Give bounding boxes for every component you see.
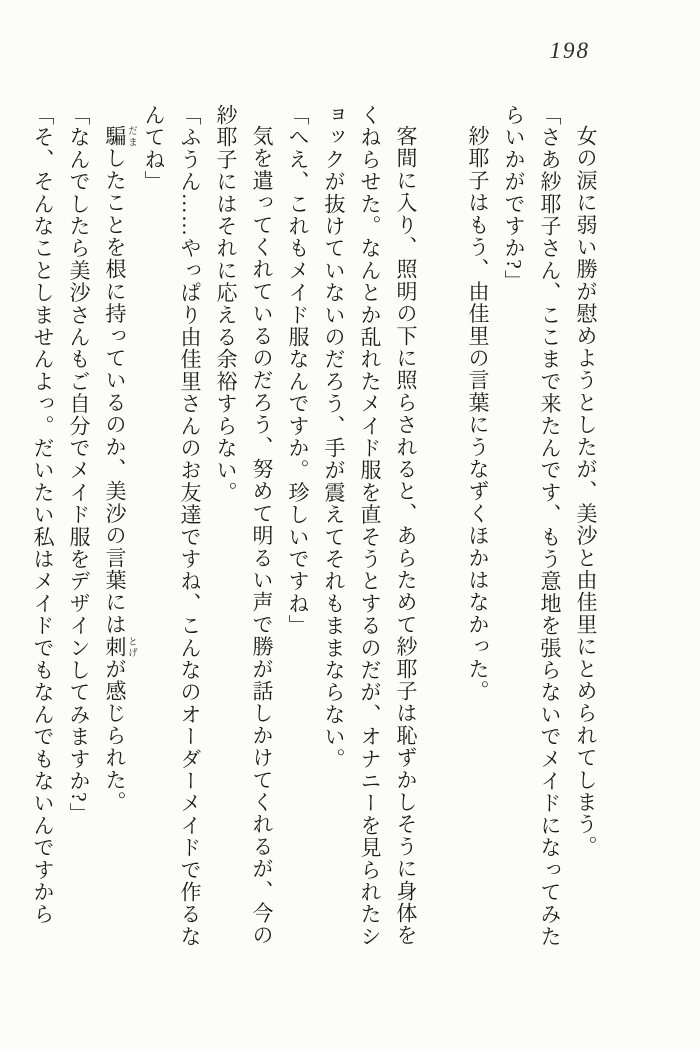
paragraph-narrative: 紗耶子はもう、由佳里の言葉にうなずくほかはなかった。 — [466, 125, 490, 703]
paragraph-dialogue: 「さあ紗耶子さん、ここまで来たんです、もう意地を張らないでメイドになってみたらいかがですか?」 — [502, 104, 562, 948]
scene-break-blank-line — [424, 104, 460, 950]
vertical-text-block — [25, 104, 604, 950]
paragraph-narrative: 客間に入り、照明の下に照らされると、あらためて紗耶子は恥ずかしそうに身体をくねらせた。なんとか乱れたメイド服を直そうとするのだが、オナニーを見られたショックが抜けていないのだろう、手が震えてそれもままならない。 — [322, 104, 418, 948]
paragraph-dialogue: 「そ、そんなことしませんよっ。だいたい私はメイドでもなんでもないんですから — [31, 104, 55, 926]
ruby-annotated-word: 刺 とげ — [103, 635, 136, 658]
paragraph-narrative: 気を遣ってくれているのだろう、努めて明るい声で勝が話しかけてくれるが、今の紗耶子にはそれに応える余裕すらない。 — [214, 104, 274, 947]
paragraph-dialogue: 「へえ、これもメイド服なんですか。珍しいですね」 — [286, 104, 310, 637]
paragraph-dialogue: 「ふうん……やっぱり由佳里さんのお友達ですね、こんなのオーダーメイドで作るなんてね」 — [142, 104, 202, 948]
ruby-annotated-word: 騙 だま — [103, 125, 136, 148]
paragraph-narrative: 騙 だましたことを根に持っているのか、美沙の言葉には刺 とげが感じられた。 — [103, 125, 136, 814]
paragraph-narrative: 女の涙に弱い勝が慰めようとしたが、美沙と由佳里にとめられてしまう。 — [574, 125, 598, 858]
page-number: 198 — [549, 38, 590, 63]
paragraph-dialogue: 「なんでしたら美沙さんもご自分でメイド服をデザインしてみますか?」 — [67, 104, 91, 825]
